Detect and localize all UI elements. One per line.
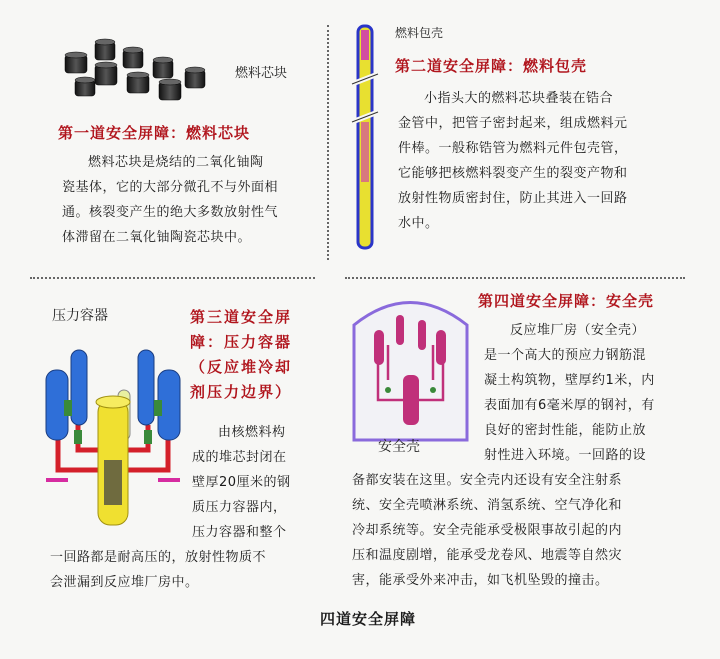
- horizontal-divider-left: [30, 277, 315, 279]
- text-line: 质压力容器内，: [192, 500, 287, 515]
- text-line: 放射性物质密封住，防止其进入一回路: [398, 191, 628, 206]
- pressure-vessel-label: 压力容器: [52, 308, 108, 324]
- heading-line: 障：压力容器: [190, 333, 293, 351]
- pressure-vessel-text-tail: [50, 545, 330, 595]
- containment-text: [484, 318, 699, 468]
- text-line: 由核燃料构: [218, 425, 286, 440]
- containment-text-wide: [352, 468, 702, 593]
- fuel-cladding-label: 燃料包壳: [395, 26, 444, 40]
- text-line: 壁厚20厘米的钢: [192, 475, 291, 490]
- text-line: 燃料芯块是烧结的二氧化铀陶: [88, 155, 264, 170]
- text-line: 金管中，把管子密封起来，组成燃料元: [398, 116, 628, 131]
- text-line: 瓷基体，它的大部分微孔不与外面相: [62, 180, 279, 195]
- pressure-vessel-heading: [190, 305, 292, 405]
- containment-label: 安全壳: [378, 439, 420, 455]
- text-line: 成的堆芯封闭在: [192, 450, 287, 465]
- vertical-divider: [327, 25, 329, 260]
- text-line: 是一个高大的预应力钢筋混: [484, 348, 647, 363]
- horizontal-divider-right: [345, 277, 685, 279]
- containment-heading: 第四道安全屏障：安全壳: [478, 292, 655, 310]
- heading-line: 第三道安全屏: [190, 308, 293, 326]
- text-line: 害，能承受外来冲击，如飞机坠毁的撞击。: [352, 573, 609, 588]
- pressure-vessel-text: [192, 420, 332, 545]
- pressure-vessel-illustration: [38, 330, 188, 530]
- text-line: 反应堆厂房（安全壳）: [510, 323, 646, 338]
- text-line: 小指头大的燃料芯块叠装在锆合: [424, 91, 614, 106]
- text-line: 通。核裂变产生的绝大多数放射性气: [62, 205, 279, 220]
- heading-line: （反应堆冷却: [190, 358, 293, 376]
- fuel-cladding-text: [398, 86, 698, 236]
- text-line: 表面加有6毫米厚的钢衬，有: [484, 398, 655, 413]
- text-line: 压力容器和整个: [192, 525, 287, 540]
- text-line: 会泄漏到反应堆厂房中。: [50, 575, 199, 590]
- text-line: 体滞留在二氧化铀陶瓷芯块中。: [62, 230, 252, 245]
- text-line: 压和温度剧增，能承受龙卷风、地震等自然灾: [352, 548, 623, 563]
- fuel-pellet-text: [62, 150, 324, 250]
- text-line: 凝土构筑物，壁厚约1米，内: [484, 373, 655, 388]
- text-line: 冷却系统等。安全壳能承受极限事故引起的内: [352, 523, 623, 538]
- figure-caption: 四道安全屏障: [320, 610, 417, 628]
- containment-illustration: [348, 290, 473, 445]
- text-line: 良好的密封性能，能防止放: [484, 423, 647, 438]
- text-line: 件棒。一般称锆管为燃料元件包壳管，: [398, 141, 628, 156]
- fuel-pellet-label: 燃料芯块: [235, 66, 288, 81]
- text-line: 它能够把核燃料裂变产生的裂变产物和: [398, 166, 628, 181]
- fuel-cladding-heading: 第二道安全屏障：燃料包壳: [395, 57, 588, 75]
- text-line: 备都安装在这里。安全壳内还设有安全注射系: [352, 473, 623, 488]
- text-line: 一回路都是耐高压的，放射性物质不: [50, 550, 267, 565]
- fuel-pellets-illustration: [55, 30, 230, 110]
- fuel-pellet-heading: 第一道安全屏障：燃料芯块: [58, 124, 251, 142]
- fuel-rod-illustration: [350, 22, 380, 252]
- text-line: 统、安全壳喷淋系统、消氢系统、空气净化和: [352, 498, 623, 513]
- text-line: 射性进入环境。一回路的设: [484, 448, 647, 463]
- text-line: 水中。: [398, 216, 439, 231]
- heading-line: 剂压力边界）: [190, 383, 293, 401]
